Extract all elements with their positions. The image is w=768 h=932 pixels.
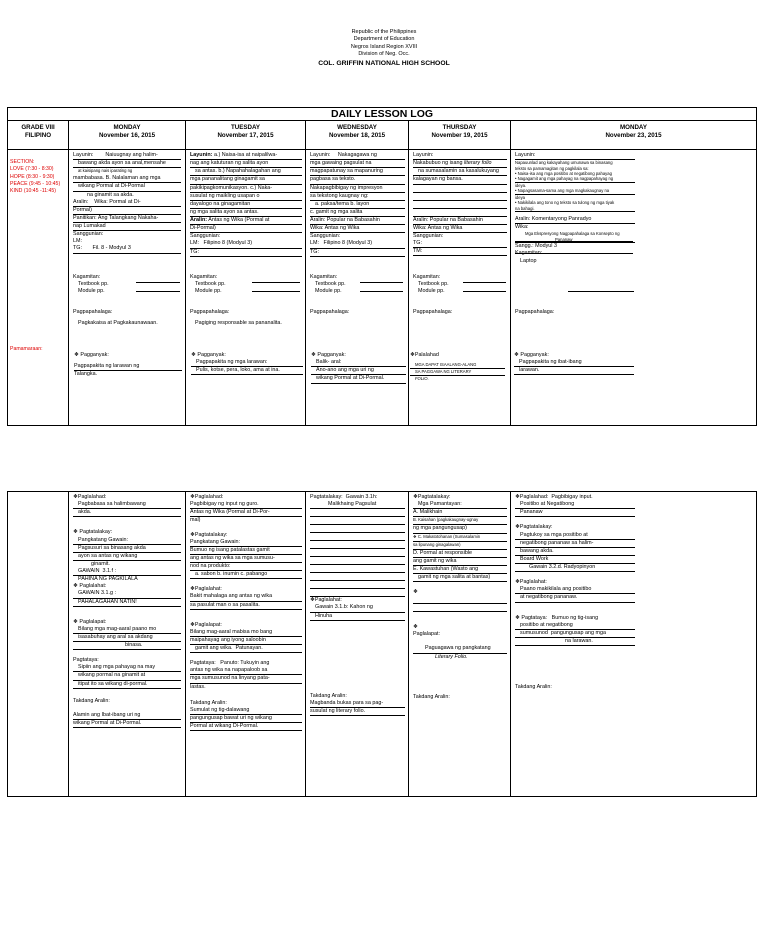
day-header-mon2: MONDAY November 23, 2015: [605, 124, 662, 139]
header-line-3: Negros Island Region XVIII: [350, 43, 418, 50]
mon2-objectives: Layunin: Napauunlad ang kakayahang umunawa sa binasang teksto sa pamamagitan ng pagkilala sa: • Naisa-isa ang mga positibo at negatibong pahayag • Nagagamit ang mga pahayag na nagpapahayag ng ideya. • Napagsasama-sama ang mga magkakaugnay na ideya • Nakikilala ang tono ng teksto sa tulong ng mga tiyak na bahagi. Aralin: Komentaryong Panradyo Wika: Mga Ekspresyong Nagpapahalaga sa Konsepto ng Pananaw Sangg.: Modyul 3 Kagamitan: Laptop: [515, 152, 635, 265]
wed-values: Pagpapahalaga:: [310, 309, 350, 315]
mon2-values: Pagpapahalaga:: [515, 309, 555, 315]
thu-presentation: ❖Palalahad MGA DAPAT ISAALANG-ALANG SA PAGGAWA NG LITERARY FOLIO.: [410, 352, 505, 383]
mon2-procedure: ❖Paglalahad: Pagbibigay input. Positibo at Negatibong Pananaw ❖Pagtatalakay: Pagtukoy sa mga positibo at negatibong pananaw sa halim- bawang akda. Board Work Gawain 3.2.d. Radyopinyon ❖Paglalahat: Paano makikilala ang positibo at negatibong pananaw. ❖ Pagtataya: Bumuo ng tig-isang positibo at negatibong sumusunod pangungusap ang mga na larawan. Takdang Aralin:: [515, 494, 635, 691]
day-header-tue: TUESDAY November 17, 2015: [217, 124, 274, 139]
lesson-table-2: [7, 491, 757, 797]
log-title: DAILY LESSON LOG: [7, 107, 757, 121]
day-header-mon1: MONDAY November 16, 2015: [98, 124, 156, 139]
tue-materials: Kagamitan: Textbook pp. Module pp.: [190, 274, 226, 295]
thu-objectives: Layunin: Nakabubuo ng isang literary folio na sumasalamin sa kasalukuyang kalagayan ng bansa. Aralin: Popular na Babasahin Wika: Antas ng Wika Sanggunian: TG: TM:: [413, 152, 507, 256]
tue-motivation: ❖ Pagganyak: Pagpapakita ng mga larawan: Pulis, kotse, pera, loko, ama at ina.: [191, 352, 303, 375]
wed-objectives: Layunin: Nakagagawa ng mga gawaing pagsulat na magpapatunay sa mapanuring pagbasa sa teksto. Nakapagbibigay ng impresyon sa tekstong kaugnay ng: a. paksa/tema b. layon c. gamit ng mga salita Aralin: Popular na Babasahin Wika: Antas ng Wika Sanggunian: LM: Filipino 8 (Modyul 3) TG:: [310, 152, 405, 257]
tue-procedure: ❖Paglalahad: Pagbibigay ng input ng guro. Antas ng Wika (Pormal at Di-Por- mal) ❖Pagtatalakay: Pangkatang Gawain: Bumuo ng isang patalastas gamit ang antas ng wika sa mga sumusu- nod na produkto: a. sabon b. inumin c. pabango ❖Paglalahat: Bakit mahalaga ang antas ng wika sa pasulat man o sa pasalita. ❖Paglalapat: Bilang mag-aaral mabisa mo bang maipahayag ang iyong saloobin gamit ang wika. Patunayan. Pagtataya: Panuto: Tukuyin ang antas ng wika na napapaloob sa mga sumusunod na linyang pata- lastas. Takdang Aralin: Sumulat ng tig-dalawang pangungusap bawat uri ng wikang Pormal at wikang Di-Pormal.: [190, 494, 302, 731]
section-list: SECTION: LOVE (7:30 - 8:30) HOPE (8:30 - 9:30) PEACE (9:45 - 10:45) KIND (10:45 -11:45): [10, 159, 61, 195]
grade-header: GRADE VIII FILIPINO: [21, 124, 55, 139]
thu-procedure: ❖Pagtatalakay: Mga Pamantayan: A. Malikhain B. Kaisahan (pagkakaugnay-ugnay ng mga pangungusap) ❖ C. Makatotohanan (Sumasalamin sa lipunang ginagalawan) D. Pormal at responsible ang gamit ng wika E. Kawastuhan (Wasto ang gamit ng mga salita at bantas) ❖ ❖ Paglalapat: Paguagawa ng pangkatang Literary Folio. Takdang Aralin:: [413, 494, 507, 701]
day-header-thu: THURSDAY November 19, 2015: [431, 124, 488, 139]
tue-objectives: Layunin: a.) Naisa-isa at naipalilwa- nag ang katuturan ng salita ayon sa antas. b.) Napahahalagahan ang mga pananalitang ginagamit sa pakikipagkomunikasyon. c.) Naka- susulat ng maikling usapan o dayalogo na ginagamitan ng mga salita ayon sa antas. Aralin: Antas ng Wika (Pormal at Di-Pormal) Sanggunian: LM: Filipino 8 (Modyul 3) TG:: [190, 152, 302, 257]
mon2-motivation: ❖ Pagganyak: Pagpapakita ng ibat-ibang larawan.: [514, 352, 634, 375]
header-line-4: Division of Neg. Occ.: [358, 51, 410, 58]
wed-motivation: ❖ Pagganyak: Balik- aral: Ano-ano ang mga uri ng wikang Pormal at Di-Pormal.: [311, 352, 406, 384]
mon1-motivation: ❖ Pagganyak: Pagpapakita ng larawan ng Talangka.: [74, 352, 182, 378]
header-line-1: Republic of the Philippines: [351, 29, 417, 35]
wed-procedure: Pagtatalakay: Gawain 3.1h: Malikhaing Pagsulat ❖Paglalahat: Gawain 3.1.b: Kahon ng Hinuha Takdang Aralin: Magbanda bukas para sa pag- susulat ng literary folio.: [310, 494, 405, 716]
mon1-objectives: Layunin: Naiuugnay ang halim- bawang akda ayon sa anal,mensahe at kaisipang nais iparating ng mambabasa. B. Nalalaman ang mga wikang Pormal at Di-Pormal na ginamit sa akda. Aralin: Wika: Pormal at Di- Pormal) Panitikan: Ang Talangkang Nakaha- nap Lumakad Sanggunian: LM: TG: Fil. 8 - Modyul 3: [73, 152, 181, 254]
lesson-table-1: [7, 120, 757, 426]
document-header: [0, 29, 768, 68]
thu-materials: Kagamitan: Textbook pp. Module pp.: [413, 274, 449, 295]
thu-values: Pagpapahalaga:: [413, 309, 453, 315]
header-line-2: Department of Education: [353, 36, 415, 43]
mon1-procedure: ❖Paglalahad: Pagbabasa sa halimbawang akda. ❖ Pagtatalakay: Pangkatang Gawain: Pagsusuri sa binasang akda ayon sa antas ng wikang ginamit. GAWAIN 3.1.f : PAHINA NG PAGKILALA ❖ Paglalahat: GAWAIN 3.1.g : PAHALAGAHAN NATIN! ❖ Paglalapat: Bilang mga mag-aaral paano mo isasabuhay ang aral sa akdang binasa. Pagtataya: Sipiin ang mga pahayag na may wikang pormal na ginamit at itipat ito sa wikang di-pormal. Takdang Aralin: Alamin ang Ibat-ibang uri ng wikang Pormal at Di-Pormal.: [73, 494, 181, 728]
mon1-values: Pagpapahalaga: Pagkakaisa at Pagkakaunawaan.: [73, 309, 158, 327]
tue-values: Pagpapahalaga: Pagiging responsable sa pananalita.: [190, 309, 282, 327]
wed-materials: Kagamitan: Textbook pp. Module pp.: [310, 274, 346, 295]
pamamaraan-label: Pamamaraan:: [10, 346, 43, 352]
day-header-wed: WEDNESDAY November 18, 2015: [328, 124, 386, 139]
school-name: COL. GRIFFIN NATIONAL HIGH SCHOOL: [318, 59, 450, 67]
mon1-materials: Kagamitan: Textbook pp. Module pp.: [73, 274, 109, 295]
